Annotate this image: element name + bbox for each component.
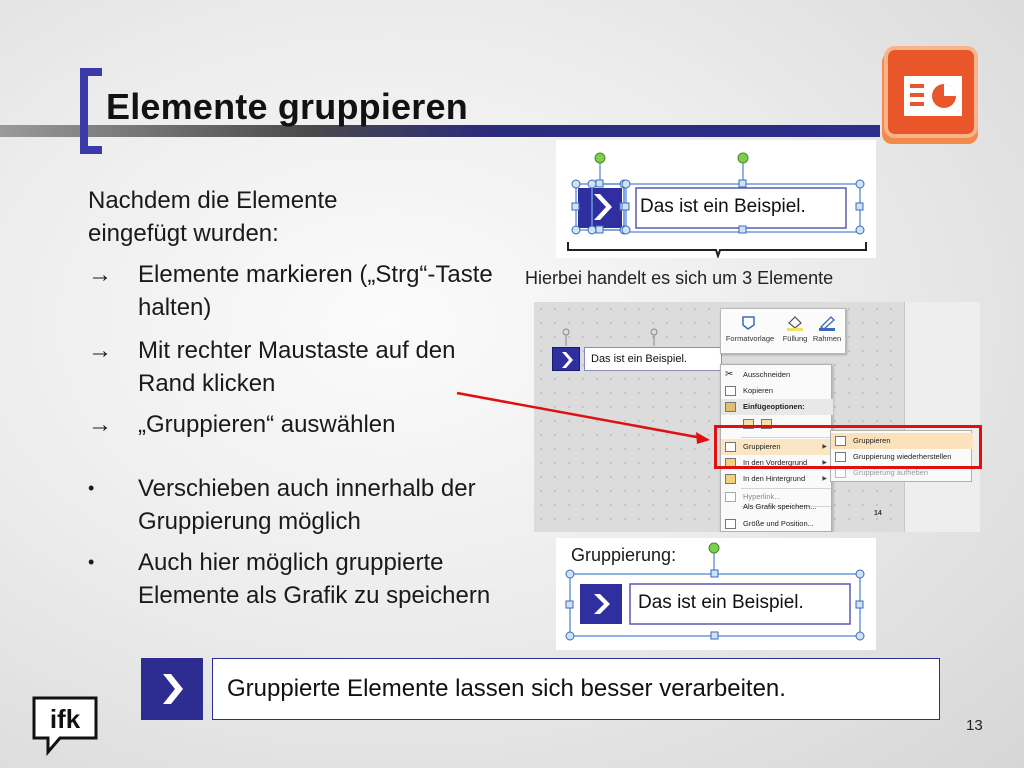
menu-item-ausschneiden[interactable] <box>721 367 833 383</box>
menu-item-label: Größe und Position... <box>743 519 814 528</box>
send-backward-icon <box>725 474 736 484</box>
outline-pen-icon <box>817 315 837 331</box>
bullet-item-text: Verschieben auch innerhalb der Gruppierung möglich <box>138 475 476 535</box>
slide-title: Elemente gruppieren <box>106 86 468 127</box>
menu-item-label: Als Grafik speichern... <box>743 502 817 511</box>
arrow-item-text: „Gruppieren“ auswählen <box>138 411 396 438</box>
menu-item-label: Hyperlink... <box>743 492 781 501</box>
arrow-bullet-icon: → <box>88 261 112 288</box>
menu-item-kopieren[interactable] <box>721 383 833 399</box>
menu-item-hintergrund[interactable] <box>721 471 833 487</box>
example-shape-text: Das ist ein Beispiel. <box>640 196 806 217</box>
menu-item-label: Ausschneiden <box>743 370 791 379</box>
menu-item-label: Kopieren <box>743 386 774 395</box>
rahmen-button[interactable] <box>807 311 847 351</box>
scroll-panel <box>904 302 980 532</box>
callout-chevron-icon <box>141 658 203 720</box>
arrow-bullet-icon: → <box>88 337 112 364</box>
grouping-label: Gruppierung: <box>571 545 677 565</box>
context-menu-screenshot <box>534 302 980 532</box>
menu-item-label: In den Vordergrund <box>743 458 808 467</box>
bullet-dot-icon: • <box>88 478 95 498</box>
submenu-item-label: Gruppieren <box>853 436 891 445</box>
highlight-box <box>714 425 982 469</box>
fuellung-label: Füllung <box>782 334 808 343</box>
menu-paste-options-header <box>721 399 833 415</box>
title-bracket-decoration <box>80 68 102 154</box>
arrow-bullet-icon: → <box>88 411 112 438</box>
arrow-item-text: Elemente markieren („Strg“-Taste halten) <box>138 261 493 321</box>
bullet-dot-icon: • <box>88 552 95 572</box>
paste-icon <box>725 402 736 412</box>
submenu-arrow-icon: ▶ <box>822 460 827 466</box>
menu-item-als-grafik[interactable] <box>721 499 833 515</box>
example-caption: Hierbei handelt es sich um 3 Elemente <box>525 268 834 288</box>
submenu-item-label: Gruppierung wiederherstellen <box>853 452 952 461</box>
mini-toolbar <box>720 308 846 354</box>
page-number: 13 <box>966 717 983 734</box>
formatvorlage-button[interactable] <box>725 311 775 351</box>
rahmen-label: Rahmen <box>812 334 842 343</box>
fill-bucket-icon <box>785 315 805 331</box>
menu-item-label: Gruppieren <box>743 442 781 451</box>
size-position-icon <box>725 519 736 529</box>
submenu-arrow-icon: ▶ <box>822 476 827 482</box>
grouped-shape-text: Das ist ein Beispiel. <box>638 592 804 613</box>
copy-icon <box>725 386 736 396</box>
ungroup-icon <box>835 468 846 478</box>
style-icon <box>740 315 760 331</box>
submenu-arrow-icon: ▶ <box>822 444 827 450</box>
scissors-icon: ✂ <box>725 369 734 380</box>
bullet-item-text: Auch hier möglich gruppierte Elemente als Grafik zu speichern <box>138 549 491 609</box>
shape-text-box[interactable]: Das ist ein Beispiel. <box>584 347 722 371</box>
callout-text: Gruppierte Elemente lassen sich besser verarbeiten. <box>212 658 940 720</box>
powerpoint-icon <box>876 40 986 150</box>
screenshot-page-number: 14 <box>874 510 882 517</box>
formatvorlage-label: Formatvorlage <box>725 334 775 343</box>
menu-item-label: Einfügeoptionen: <box>743 402 805 411</box>
submenu-item-label: Gruppierung aufheben <box>853 468 929 477</box>
shape-chevron-icon[interactable] <box>552 347 580 371</box>
ifk-logo <box>30 694 100 756</box>
menu-item-groesse-position[interactable] <box>721 516 833 532</box>
svg-text:ifk: ifk <box>49 704 81 734</box>
rotation-handles <box>560 326 690 348</box>
menu-item-label: In den Hintergrund <box>743 474 806 483</box>
arrow-item-text: Mit rechter Maustaste auf den Rand klicken <box>138 337 456 397</box>
intro-text: Nachdem die Elemente eingefügt wurden: <box>88 187 338 247</box>
